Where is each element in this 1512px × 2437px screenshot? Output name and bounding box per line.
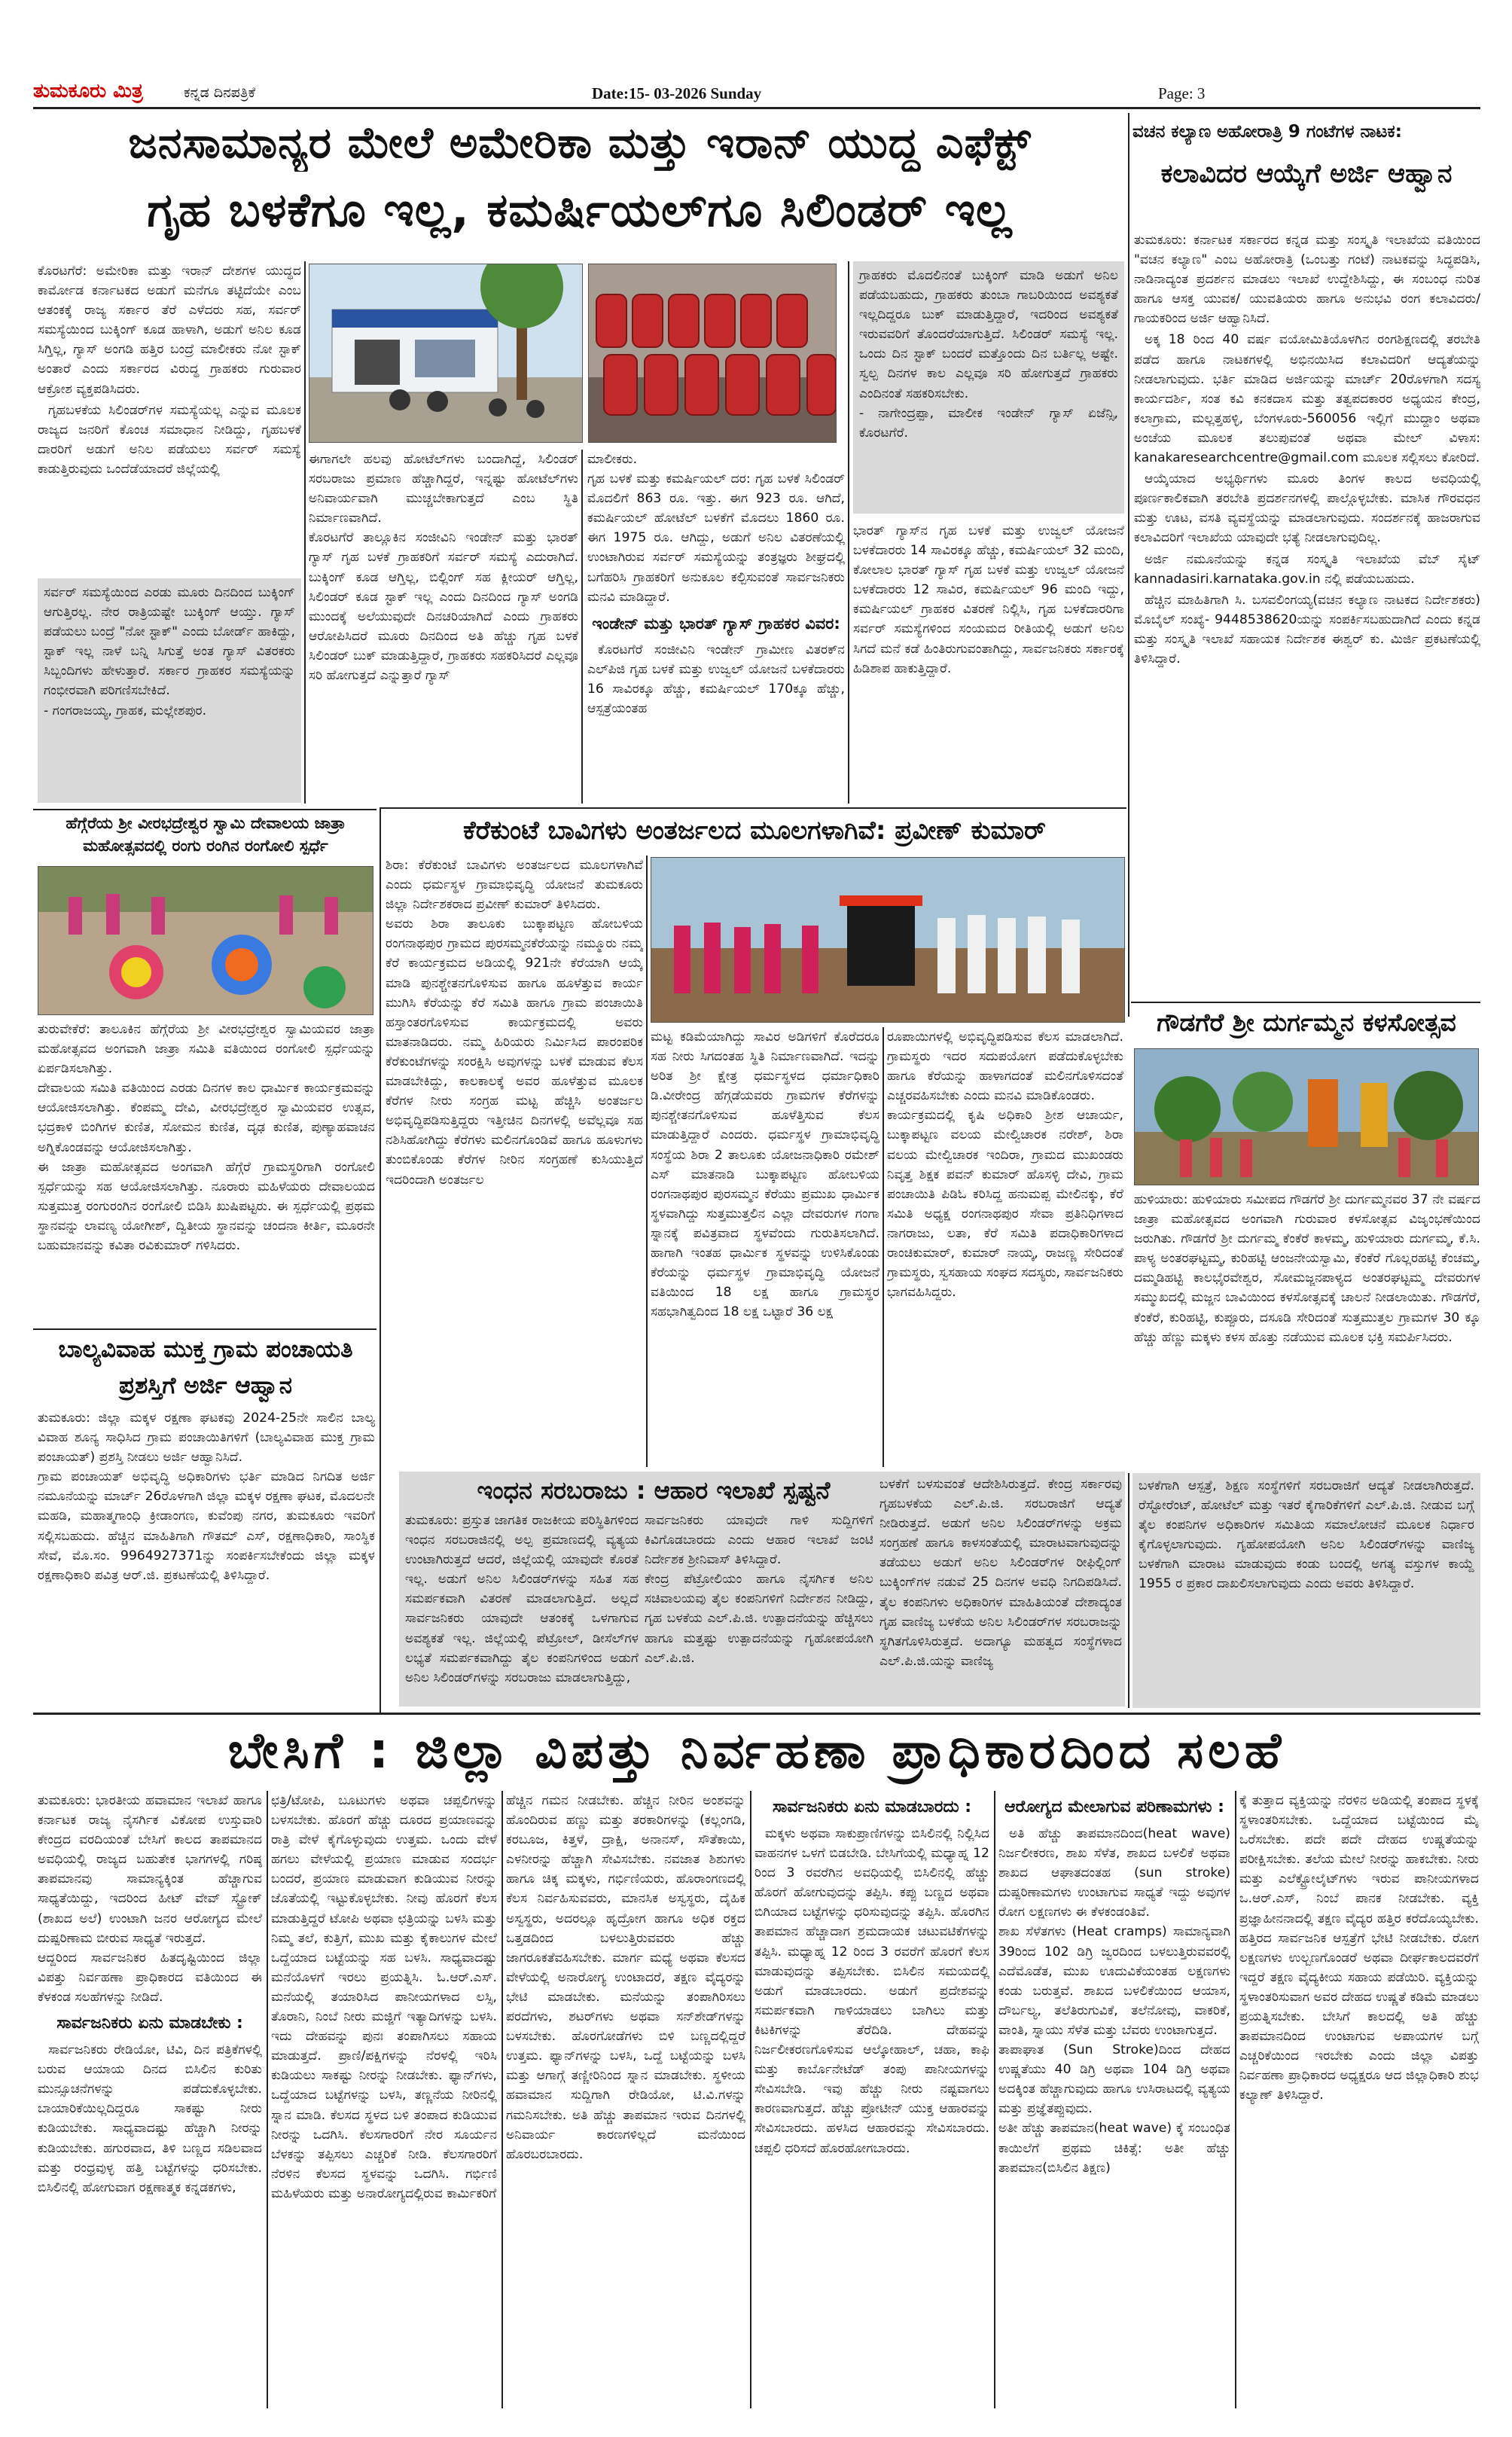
column-divider [848,261,849,804]
summer-paragraph: ಸಾರ್ವಜನಿಕರು ರೇಡಿಯೋ, ಟಿವಿ, ದಿನ ಪತ್ರಿಕೆಗಳಲ್ಲಿ ಬರುವ ಆಯಾಯ ದಿನದ ಬಿಸಿಲಿನ ಕುರಿತು ಮುನ್ಸೂಚನೆಗಳನ್ನು ಪಡೆದುಕೊಳ್ಳಬೇಕು. ಬಾಯಾರಿಕೆಯಿಲ್ಲದಿದ್ದರೂ ಸಾಕಷ್ಟು ನೀರು ಕುಡಿಯಬೇಕು. ಸಾಧ್ಯವಾದಷ್ಟು ಹೆಚ್ಚಾಗಿ ನೀರನ್ನು ಕುಡಿಯಬೇಕು. ಹಗುರವಾದ, ತಿಳಿ ಬಣ್ಣದ ಸಡಿಲವಾದ ಮತ್ತು ರಂಧ್ರವುಳ್ಳ ಹತ್ತಿ ಬಟ್ಟೆಗಳನ್ನು ಧರಿಸಬೇಕು. ಬಿಸಿಲಿನಲ್ಲಿ ಹೋಗುವಾಗ ರಕ್ಷಣಾತ್ಮಕ ಕನ್ನಡಕಗಳು, [38,2042,262,2195]
natak-paragraph: ಹೆಚ್ಚಿನ ಮಾಹಿತಿಗಾಗಿ ಸಿ. ಬಸವಲಿಂಗಯ್ಯ(ವಚನ ಕಲ್ಯಾಣ ನಾಟಕದ ನಿರ್ದೇಶಕರು) ಮೊಬೈಲ್ ಸಂಖ್ಯೆ- 9448538620ಯನ್ನು ಸಂಪರ್ಕಿಸಬಹುದಾಗಿದೆ ಎಂದು ಕನ್ನಡ ಮತ್ತು ಸಂಸ್ಕೃತಿ ಇಲಾಖೆ ಸಹಾಯಕ ನಿರ್ದೇಶಕ ಈಶ್ವರ್ ಕು. ಮಿರ್ಜಿ ಪ್ರಕಟಣೆಯಲ್ಲಿ ತಿಳಿಸಿದ್ದಾರೆ. [1134,592,1480,666]
summer-subhead: ಸಾರ್ವಜನಿಕರು ಏನು ಮಾಡಬಾರದು : [772,1798,972,1816]
summer-column-1 [38,1791,262,2408]
cylinders-photo [588,264,837,443]
column-divider [883,1027,884,1467]
kerekunte-column-1: ಶಿರಾ: ಕೆರೆಕುಂಟೆ ಬಾವಿಗಳು ಅಂತರ್ಜಲದ ಮೂಲಗಳಾಗಿವೆ ಎಂದು ಧರ್ಮಸ್ಥಳ ಗ್ರಾಮಾಭಿವೃದ್ಧಿ ಯೋಜನೆ ತುಮಕೂರು ಜಿಲ್ಲಾ ನಿರ್ದೇಶಕರಾದ ಪ್ರವೀಣ್ ಕುಮಾರ್ ತಿಳಿಸಿದರು. ಅವರು ಶಿರಾ ತಾಲೂಕು ಬುಕ್ಕಾಪಟ್ಟಣ ಹೋಬಳಿಯ ರಂಗನಾಥಪುರ ಗ್ರಾಮದ ಪುರಸಮ್ಮನಕೆರೆಯನ್ನು ನಮ್ಮೂರು ನಮ್ಮ ಕೆರೆ ಕಾರ್ಯಕ್ರಮದ ಅಡಿಯಲ್ಲಿ 921ನೇ ಕೆರೆಯಾಗಿ ಆಯ್ಕೆ ಮಾಡಿ ಪುನಶ್ಚೇತನಗೊಳಿಸುವ ಹಾಗೂ ಹೂಳೆತ್ತುವ ಕಾರ್ಯ ಮುಗಿಸಿ ಕೆರೆಯನ್ನು ಕೆರೆ ಸಮಿತಿ ಹಾಗೂ ಗ್ರಾಮ ಪಂಚಾಯಿತಿ ಹಸ್ತಾಂತರಗೊಳಿಸುವ ಕಾರ್ಯಕ್ರಮದಲ್ಲಿ ಅವರು ಮಾತನಾಡಿದರು. ನಮ್ಮ ಹಿರಿಯರು ನಿರ್ಮಿಸಿದ ಪಾರಂಪರಿಕ ಕೆರೆಕುಂಟೆಗಳನ್ನು ಸಂರಕ್ಷಿಸಿ ಅವುಗಳನ್ನು ಬಳಕೆ ಮಾಡುವ ಕೆಲಸ ಮಾಡಬೇಕಿದ್ದು, ಕಾಲಕಾಲಕ್ಕೆ ಅವರ ಹೂಳೆತ್ತುವ ಮೂಲಕ ಕೆರೆಗಳ ನೀರು ಸಂಗ್ರಹ ಮಟ್ಟ ಹೆಚ್ಚಿಸಿ ಅಂತರ್ಜಲ ಅಭಿವೃದ್ಧಿಪಡಿಸುತ್ತಿದ್ದರು ಇತ್ತೀಚಿನ ದಿನಗಳಲ್ಲಿ ಅವೆಲ್ಲವೂ ಸಹ ನಶಿಸಿಹೋಗಿದ್ದು ಕೆರೆಗಳು ಮಲಿನಗೊಂಡಿವೆ ಹಾಗೂ ಹೂಳುಗಳು ತುಂಬಿಕೊಂಡು ಕೆರೆಗಳ ನೀರಿನ ಸಂಗ್ರಹಣೆ ಕುಸಿಯುತ್ತಿದೆ ಇದರಿಂದಾಗಿ ಅಂತರ್ಜಲ [386,858,643,1188]
kerekunte-headline: ಕೆರೆಕುಂಟೆ ಬಾವಿಗಳು ಅಂತರ್ಜಲದ ಮೂಲಗಳಾಗಿವೆ: ಪ್ರವೀಣ್ ಕುಮಾರ್ [463,816,1046,846]
column-divider [581,450,583,804]
fuel-headline: ಇಂಧನ ಸರಬರಾಜು : ಆಹಾರ ಇಲಾಖೆ ಸ್ಪಷ್ಟನೆ [477,1476,831,1505]
summer-paragraph: ಅತಿ ಹೆಚ್ಚು ತಾಪಮಾನದಿಂದ(heat wave) ನಿರ್ಜಲೀಕರಣ, ಶಾಖ ಸೆಳೆತ, ಶಾಖದ ಬಳಲಿಕೆ ಅಥವಾ ಶಾಖದ ಆಘಾತದಂತಹ (sun stroke) ದುಷ್ಪರಿಣಾಮಗಳು ಉಂಟಾಗುವ ಸಾಧ್ಯತೆ ಇದ್ದು ಅವುಗಳ ರೋಗ ಲಕ್ಷಣಗಳು ಈ ಕೆಳಕಂಡಂತಿವೆ. ಶಾಖ ಸೆಳೆತಗಳು (Heat cramps) ಸಾಮಾನ್ಯವಾಗಿ 39ರಿಂದ 102 ಡಿಗ್ರಿ ಜ್ವರದಿಂದ ಬಳಲುತ್ತಿರುವವರಲ್ಲಿ ಎದೆಮೊಡೆತ, ಮುಖ ಊದುವಿಕೆಯಂತಹ ಲಕ್ಷಣಗಳು ಕಂಡು ಬರುತ್ತವೆ. ಶಾಖದ ಬಳಲಿಕೆಯಿಂದ ಆಯಾಸ, ದೌರ್ಬಲ್ಯ, ತಲೆತಿರುಗುವಿಕೆ, ತಲೆನೋವು, ವಾಕರಿಕೆ, ವಾಂತಿ, ಸ್ನಾಯು ಸೆಳೆತ ಮತ್ತು ಬೆವರು ಉಂಟಾಗುತ್ತದೆ. ತಾಪಾಘಾತ (Sun Stroke)ದಿಂದ ದೇಹದ ಉಷ್ಣತೆಯು 40 ಡಿಗ್ರಿ ಅಥವಾ 104 ಡಿಗ್ರಿ ಅಥವಾ ಅದಕ್ಕಿಂತ ಹೆಚ್ಚಾಗುವುದು ಹಾಗೂ ಉಸಿರಾಟದಲ್ಲಿ ವ್ಯತ್ಯಯ ಮತ್ತು ಪ್ರಜ್ಞೆತಪ್ಪುವುದು. ಅತೀ ಹೆಚ್ಚು ತಾಪಮಾನ(heat wave) ಕ್ಕೆ ಸಂಬಂಧಿತ ಕಾಯಿಲೆಗೆ ಪ್ರಥಮ ಚಿಕಿತ್ಸೆ: ಅತೀ ಹೆಚ್ಚು ತಾಪಮಾನ(ಬಿಸಿಲಿನ ತಿಕ್ಷಣ) [998,1826,1230,2176]
lead-quote-box: ಸರ್ವರ್ ಸಮಸ್ಯೆಯಿಂದ ಎರಡು ಮೂರು ದಿನದಿಂದ ಬುಕ್ಕಿಂಗ್ ಆಗುತ್ತಿರಲ್ಲ. ನೇರ ರಾತ್ರಿಯಷ್ಟೇ ಬುಕ್ಕಿಂಗ್ ಆಯ್ತು. ಗ್ಯಾಸ್ ಪಡೆಯಲು ಬಂದ್ರೆ "ನೋ ಸ್ಟಾಕ್" ಎಂದು ಬೋರ್ಡ್ ಹಾಕಿದ್ದು, ಸ್ಟಾಕ್ ಇಲ್ಲ ನಾಳೆ ಬನ್ನಿ ಸಿಗುತ್ತೆ ಅಂತ ಗ್ಯಾಸ್ ವಿತರಕರು ಸಿಬ್ಬಂದಿಗಳು ಹೇಳುತ್ತಾರೆ. ಸರ್ಕಾರ ಗ್ರಾಹಕರ ಸಮಸ್ಯೆಯನ್ನು ಗಂಭೀರವಾಗಿ ಪರಿಗಣಿಸಬೇಕಿದೆ. - ಗಂಗರಾಜಯ್ಯ, ಗ್ರಾಹಕ, ಮಲ್ಲೇಶಪುರ. [38,578,301,803]
page-number: Page: 3 [1158,84,1206,102]
lead-kicker: ಜನಸಾಮಾನ್ಯರ ಮೇಲೆ ಅಮೇರಿಕಾ ಮತ್ತು ಇರಾನ್ ಯುದ್ಧ ಎಫೆಕ್ಟ್ [128,118,1032,168]
summer-subhead: ಆರೋಗ್ಯದ ಮೇಲಾಗುವ ಪರಿಣಾಮಗಳು : [1004,1798,1224,1816]
summer-column-3: ಹೆಚ್ಚಿನ ಗಮನ ನೀಡಬೇಕು. ಹೆಚ್ಚಿನ ನೀರಿನ ಅಂಶವನ್ನು ಹೊಂದಿರುವ ಹಣ್ಣು ಮತ್ತು ತರಕಾರಿಗಳನ್ನು (ಕಲ್ಲಂಗಡಿ, ಕರಬೂಜ, ಕಿತ್ತಳೆ, ದ್ರಾಕ್ಷಿ, ಅನಾನಸ್, ಸೌತೆಕಾಯಿ, ಎಳನೀರನ್ನು ಹೆಚ್ಚಾಗಿ ಸೇವಿಸಬೇಕು. ನವಜಾತ ಶಿಶುಗಳು ಹಾಗೂ ಚಿಕ್ಕ ಮಕ್ಕಳು, ಗರ್ಭಿಣಿಯರು, ಹೊರಾಂಗಣದಲ್ಲಿ ಕೆಲಸ ನಿರ್ವಹಿಸುವವರು, ಮಾನಸಿಕ ಅಸ್ವಸ್ಥರು, ದೈಹಿಕ ಅಸ್ವಸ್ಥರು, ಅದರಲ್ಲೂ ಹೃದ್ರೋಗ ಹಾಗೂ ಅಧಿಕ ರಕ್ತದ ಒತ್ತಡದಿಂದ ಬಳಲುತ್ತಿರುವವರು ಹೆಚ್ಚು ಜಾಗರೂಕತೆವಹಿಸಬೇಕು. ಮಾರ್ಗ ಮಧ್ಯೆ ಅಥವಾ ಕೆಲಸದ ವೇಳೆಯಲ್ಲಿ ಅನಾರೋಗ್ಯ ಉಂಟಾದರೆ, ತಕ್ಷಣ ವೈದ್ಯರನ್ನು ಭೇಟಿ ಮಾಡಬೇಕು. ಮನೆಯನ್ನು ತಂಪಾಗಿರಿಸಲು ಪರದೆಗಳು, ಶಟರ್‌ಗಳು ಅಥವಾ ಸನ್‌ಶೇಡ್‌ಗಳನ್ನು ಬಳಸಬೇಕು. ಹೊರಗೋಡೆಗಳು ಬಿಳಿ ಬಣ್ಣದಲ್ಲಿದ್ದರೆ ಉತ್ತಮ. ಫ್ಯಾನ್‌ಗಳನ್ನು ಬಳಸಿ, ಒದ್ದೆ ಬಟ್ಟೆಯನ್ನು ಬಳಸಿ ಮತ್ತು ಆಗಾಗ್ಗೆ ತಣ್ಣೀರಿನಿಂದ ಸ್ನಾನ ಮಾಡಬೇಕು. ಸ್ಥಳೀಯ ಹವಾಮಾನ ಸುದ್ದಿಗಾಗಿ ರೇಡಿಯೋ, ಟಿ.ವಿ.ಗಳನ್ನು ಗಮನಿಸಬೇಕು. ಅತಿ ಹೆಚ್ಚು ತಾಪಮಾನ ಇರುವ ದಿನಗಳಲ್ಲಿ ಅನಿವಾರ್ಯ ಕಾರಣಗಳಿಲ್ಲದೆ ಮನೆಯಿಂದ ಹೊರಬರಬಾರದು. [506,1793,745,2162]
child-marriage-body: ತುಮಕೂರು: ಜಿಲ್ಲಾ ಮಕ್ಕಳ ರಕ್ಷಣಾ ಘಟಕವು 2024-25ನೇ ಸಾಲಿನ ಬಾಲ್ಯ ವಿವಾಹ ಶೂನ್ಯ ಸಾಧಿಸಿದ ಗ್ರಾಮ ಪಂಚಾಯಿತಿಗಳಿಗೆ (ಬಾಲ್ಯವಿವಾಹ ಮುಕ್ತ ಗ್ರಾಮ ಪಂಚಾಯತ್) ಪ್ರಶಸ್ತಿ ನೀಡಲು ಅರ್ಜಿ ಆಹ್ವಾನಿಸಿದೆ. ಗ್ರಾಮ ಪಂಚಾಯತ್ ಅಭಿವೃದ್ಧಿ ಅಧಿಕಾರಿಗಳು ಭರ್ತಿ ಮಾಡಿದ ನಿಗದಿತ ಅರ್ಜಿ ನಮೂನೆಯನ್ನು ಮಾರ್ಚ್ 26ರೊಳಗಾಗಿ ಜಿಲ್ಲಾ ಮಕ್ಕಳ ರಕ್ಷಣಾ ಘಟಕ, ಮೊದಲನೇ ಮಹಡಿ, ಮಹಾತ್ಮಗಾಂಧಿ ಕ್ರೀಡಾಂಗಣ, ಕುವೆಂಪು ನಗರ, ತುಮಕೂರು ಇವರಿಗೆ ಸಲ್ಲಿಸಬಹುದು. ಹೆಚ್ಚಿನ ಮಾಹಿತಿಗಾಗಿ ಗೌತಮ್ ಎಸ್, ರಕ್ಷಣಾಧಿಕಾರಿ, ಸಾಂಸ್ಥಿಕ ಸೇವೆ, ಮೊ.ಸಂ. 9964927371ನ್ನು ಸಂಪರ್ಕಿಸಬೇಕೆಂದು ಜಿಲ್ಲಾ ಮಕ್ಕಳ ರಕ್ಷಣಾಧಿಕಾರಿ ಪವಿತ್ರ ಆರ್.ಜಿ. ಪ್ರಕಟಣೆಯಲ್ಲಿ ತಿಳಿಸಿದ್ದಾರೆ. [38,1411,375,1583]
lead-subhead: ಇಂಡೇನ್ ಮತ್ತು ಭಾರತ್ ಗ್ಯಾಸ್ ಗ್ರಾಹಕರ ವಿವರ: [592,614,840,633]
lead-paragraph: ಕೊರಟಗೆರೆ: ಅಮೇರಿಕಾ ಮತ್ತು ಇರಾನ್ ದೇಶಗಳ ಯುದ್ಧದ ಕಾರ್ಮೋಡ ಕರ್ನಾಟಕದ ಅಡುಗೆ ಮನೆಗೂ ತಟ್ಟಿದೆಯೇ ಎಂಬ ಆತಂಕಕ್ಕೆ ರಾಜ್ಯ ಸರ್ಕಾರ ತೆರೆ ಎಳೆದರು ಸಹ, ಸರ್ವರ್ ಸಮಸ್ಯೆಯಿಂದ ಬುಕ್ಕಿಂಗ್ ಕೂಡ ಹಾಳಾಗಿ, ಅಡುಗೆ ಅನಿಲ ಕೂಡ ಸಿಗ್ತಿಲ್ಲ, ಗ್ಯಾಸ್ ಅಂಗಡಿ ಹತ್ತಿರ ಬಂದ್ರೆ ಮಾಲೀಕರು ನೋ ಸ್ಟಾಕ್ ಅಂತಾರೆ ಎಂದು ಸರ್ಕಾರದ ವಿರುದ್ಧ ಗ್ರಾಹಕರು ಗುರುವಾರ ಆಕ್ರೋಶ ವ್ಯಕ್ತಪಡಿಸಿದರು. [38,264,301,397]
natak-paragraph: ಅಕ್ಕ 18 ರಿಂದ 40 ವರ್ಷ ವಯೋಮಿತಿಯೊಳಗಿನ ರಂಗಶಿಕ್ಷಣದಲ್ಲಿ ತರಬೇತಿ ಪಡೆದ ಹಾಗೂ ನಾಟಕಗಳಲ್ಲಿ ಅಭಿನಯಿಸಿದ ಕಲಾವಿದರಿಗೆ ಆದ್ಯತೆಯನ್ನು ನೀಡಲಾಗುವುದು. ಭರ್ತಿ ಮಾಡಿದ ಅರ್ಜಿಯನ್ನು ಮಾರ್ಚ್ 20ರೊಳಗಾಗಿ ಸದಸ್ಯ ಕಾರ್ಯದರ್ಶಿ, ಸಂತ ಕವಿ ಕನಕದಾಸ ಮತ್ತು ತತ್ವಪದಕಾರರ ಅಧ್ಯಯನ ಕೇಂದ್ರ, ಕಲಾಗ್ರಾಮ, ಮಲ್ಲತ್ತಹಳ್ಳಿ, ಬೆಂಗಳೂರು-560056 ಇಲ್ಲಿಗೆ ಮುದ್ದಾಂ ಅಥವಾ ಅಂಚೆಯ ಮೂಲಕ ತಲುಪುವಂತೆ ಅಥವಾ ಮೇಲ್ ವಿಳಾಸ: kanakaresearchcentre@gmail.com ಮೂಲಕ ಸಲ್ಲಿಸಲು ಕೋರಿದೆ. [1134,332,1480,466]
natak-paragraph: ತುಮಕೂರು: ಕರ್ನಾಟಕ ಸರ್ಕಾರದ ಕನ್ನಡ ಮತ್ತು ಸಂಸ್ಕೃತಿ ಇಲಾಖೆಯ ವತಿಯಿಂದ "ವಚನ ಕಲ್ಯಾಣ" ಎಂಬ ಅಹೋರಾತ್ರಿ (ಒಂಬತ್ತು ಗಂಟೆ) ನಾಟಕವನ್ನು ಸಿದ್ಧಪಡಿಸಿ, ನಾಡಿನಾದ್ಯಂತ ಪ್ರದರ್ಶನ ಮಾಡಲು ಇಲಾಖೆ ಉದ್ದೇಶಿಸಿದ್ದು, ಈ ಸಂಬಂಧ ನುರಿತ ಹಾಗೂ ಆಸಕ್ತ ಯುವಕ/ ಯುವತಿಯರು ಹಾಗೂ ಅನುಭವಿ ರಂಗ ಕಲಾವಿದರು/ಗಾಯಕರಿಂದ ಅರ್ಜಿ ಆಹ್ವಾನಿಸಿದೆ. [1134,233,1480,327]
child-marriage-headline: ಬಾಲ್ಯವಿವಾಹ ಮುಕ್ತ ಗ್ರಾಮ ಪಂಚಾಯತಿ ಪ್ರಶಸ್ತಿಗೆ ಅರ್ಜಿ ಆಹ್ವಾನ [58,1336,353,1399]
column-divider [380,809,381,1713]
section-rule [1131,1002,1480,1003]
lead-paragraph: ಮಾಲೀಕರು. ಗೃಹ ಬಳಕೆ ಮತ್ತು ಕಮರ್ಷಿಯಲ್ ದರ: ಗೃಹ ಬಳಕೆ ಸಿಲಿಂಡರ್ ಮೊದಲಿಗೆ 863 ರೂ. ಇತ್ತು. ಈಗ 923 ರೂ. ಆಗಿದೆ, ಕಮರ್ಷಿಯಲ್ ಹೋಟೆಲ್ ಬಳಕೆಗೆ ಮೊದಲು 1860 ರೂ. ಈಗ 1975 ರೂ. ಆಗಿದ್ದು, ಅಡುಗೆ ಅನಿಲ ವಿತರಣೆಯಲ್ಲಿ ಉಂಟಾಗಿರುವ ಸರ್ವರ್ ಸಮಸ್ಯೆಯನ್ನು ತಂತ್ರಜ್ಞರು ಶೀಘ್ರದಲ್ಲಿ ಬಗೆಹರಿಸಿ ಗ್ರಾಹಕರಿಗೆ ಅನುಕೂಲ ಕಲ್ಪಿಸುವಂತೆ ಸಾರ್ವಜನಿಕರು ಮನವಿ ಮಾಡಿದ್ದಾರೆ. [587,452,845,605]
summer-column-5 [998,1791,1230,2408]
summer-paragraph: ಮಕ್ಕಳು ಅಥವಾ ಸಾಕುಪ್ರಾಣಿಗಳನ್ನು ಬಿಸಿಲಿನಲ್ಲಿ ನಿಲ್ಲಿಸಿದ ವಾಹನಗಳ ಒಳಗೆ ಬಿಡಬೇಡಿ. ಬೇಸಿಗೆಯಲ್ಲಿ ಮಧ್ಯಾಹ್ನ 12 ರಿಂದ 3 ರವರೆಗಿನ ಅವಧಿಯಲ್ಲಿ ಬಿಸಿಲಿನಲ್ಲಿ ಹೆಚ್ಚು ಹೊರಗೆ ಹೋಗುವುದನ್ನು ತಪ್ಪಿಸಿ. ಕಪ್ಪು ಬಣ್ಣದ ಅಥವಾ ಬಿಗಿಯಾದ ಬಟ್ಟೆಗಳನ್ನು ಧರಿಸುವುದನ್ನು ತಪ್ಪಿಸಿ. ಹೊರಗಿನ ತಾಪಮಾನ ಹೆಚ್ಚಾದಾಗ ಶ್ರಮದಾಯಕ ಚಟುವಟಿಕೆಗಳನ್ನು ತಪ್ಪಿಸಿ. ಮಧ್ಯಾಹ್ನ 12 ರಿಂದ 3 ರವರೆಗೆ ಹೊರಗೆ ಕೆಲಸ ಮಾಡುವುದನ್ನು ತಪ್ಪಿಸಬೇಕು. ಬಿಸಿಲಿನ ಸಮಯದಲ್ಲಿ ಅಡುಗೆ ಮಾಡಬಾರದು. ಅಡುಗೆ ಪ್ರದೇಶವನ್ನು ಸಮರ್ಪಕವಾಗಿ ಗಾಳಿಯಾಡಲು ಬಾಗಿಲು ಮತ್ತು ಕಿಟಕಿಗಳನ್ನು ತೆರೆದಿಡಿ. ದೇಹವನ್ನು ನಿರ್ಜಲೀಕರಣಗೊಳಿಸುವ ಆಲ್ಕೋಹಾಲ್, ಚಹಾ, ಕಾಫಿ ಮತ್ತು ಕಾರ್ಬೊನೇಟೆಡ್ ತಂಪು ಪಾನೀಯಗಳನ್ನು ಸೇವಿಸಬೇಡಿ. ಇವು ಹೆಚ್ಚು ನೀರು ನಷ್ಟವಾಗಲು ಕಾರಣವಾಗುತ್ತದೆ. ಹೆಚ್ಚು ಪ್ರೋಟೀನ್ ಯುಕ್ತ ಆಹಾರವನ್ನು ಸೇವಿಸಬಾರದು. ಹಳಸಿದ ಆಹಾರವನ್ನು ಸೇವಿಸಬಾರದು. ಚಪ್ಪಲಿ ಧರಿಸದೆ ಹೊರಹೋಗಬಾರದು. [754,1826,989,2156]
summer-headline: ಬೇಸಿಗೆ : ಜಿಲ್ಲಾ ವಿಪತ್ತು ನಿರ್ವಹಣಾ ಪ್ರಾಧಿಕಾರದಿಂದ ಸಲಹೆ [227,1722,1286,1780]
rangoli-headline: ಹೆಗ್ಗೆರೆಯ ಶ್ರೀ ವೀರಭದ್ರೇಶ್ವರ ಸ್ವಾಮಿ ದೇವಾಲಯ ಜಾತ್ರಾ ಮಹೋತ್ಸವದಲ್ಲಿ ರಂಗು ರಂಗಿನ ರಂಗೋಲಿ ಸ್ಪರ್ಧೆ [66,814,346,855]
column-divider [1128,1473,1129,1708]
fuel-column-1: ತುಮಕೂರು: ಪ್ರಸ್ತುತ ಜಾಗತಿಕ ರಾಜಕೀಯ ಪರಿಸ್ಥಿತಿಗಳಿಂದ ಇಂಧನ ಸರಬರಾಜಿನಲ್ಲಿ ಅಲ್ಪ ಪ್ರಮಾಣದಲ್ಲಿ ವ್ಯತ್ಯಯ ಉಂಟಾಗಿರುತ್ತದೆ ಆದರೆ, ಜಿಲ್ಲೆಯಲ್ಲಿ ಯಾವುದೇ ಕೊರತೆ ಇಲ್ಲ. ಅಡುಗೆ ಅನಿಲ ಸಿಲಿಂಡರ್‌ಗಳನ್ನು ಸಹಿತ ಸಹ ಸಮರ್ಪಕವಾಗಿ ವಿತರಣೆ ಮಾಡಲಾಗುತ್ತಿದೆ. ಅಲ್ಲದೆ ಸಾರ್ವಜನಿಕರು ಯಾವುದೇ ಆತಂಕಕ್ಕೆ ಒಳಗಾಗುವ ಅವಶ್ಯಕತೆ ಇಲ್ಲ. ಜಿಲ್ಲೆಯಲ್ಲಿ ಪೆಟ್ರೋಲ್, ಡೀಸೆಲ್‌ಗಳ ಲಭ್ಯತೆ ಸಮರ್ಪಕವಾಗಿದ್ದು ತೈಲ ಕಂಪನಿಗಳಿಂದ ಅಡುಗೆ ಅನಿಲ ಸಿಲಿಂಡರ್‌ಗಳನ್ನು ಸರಬರಾಜು ಮಾಡಲಾಗುತ್ತಿದ್ದು, [405,1513,639,1685]
fuel-column-3: ಬಳಕೆಗೆ ಬಳಸುವಂತೆ ಆದೇಶಿಸಿರುತ್ತದೆ. ಕೇಂದ್ರ ಸರ್ಕಾರವು ಗೃಹಬಳಕೆಯ ಎಲ್.ಪಿ.ಜಿ. ಸರಬರಾಜಿಗೆ ಆದ್ಯತೆ ನೀಡಿರುತ್ತದೆ. ಅಡುಗೆ ಅನಿಲ ಸಿಲಿಂಡರ್‌ಗಳನ್ನು ಅಕ್ರಮ ಸಂಗ್ರಹಣೆ ಹಾಗೂ ಕಾಳಸಂತೆಯಲ್ಲಿ ಮಾರಾಟವಾಗುವುದನ್ನು ತಡೆಯಲು ಅಡುಗೆ ಅನಿಲ ಸಿಲಿಂಡರ್‌ಗಳ ರೀಫಿಲ್ಲಿಂಗ್ ಬುಕ್ಕಿಂಗ್‌ಗಳ ನಡುವೆ 25 ದಿನಗಳ ಅವಧಿ ನಿಗದಿಪಡಿಸಿದೆ. ತೈಲ ಕಂಪನಿಗಳು ಅಧಿಕಾರಿಗಳ ಮಾಹಿತಿಯಂತೆ ದೇಶಾದ್ಯಂತ ಗೃಹ ವಾಣಿಜ್ಯ ಬಳಕೆಯ ಅನಿಲ ಸಿಲಿಂಡರ್‌ಗಳ ಸರಬರಾಜನ್ನು ಸ್ಥಗಿತಗೊಳಿಸಿರುತ್ತದೆ. ಅದಾಗ್ಯೂ ಮಹತ್ವದ ಸಂಸ್ಥೆಗಳಾದ ಎಲ್.ಪಿ.ಜಿ.ಯನ್ನು ವಾಣಿಜ್ಯ [879,1477,1122,1669]
summer-column-6: ಕ್ಕೆ ತುತ್ತಾದ ವ್ಯಕ್ತಿಯನ್ನು ನೆರಳಿನ ಅಡಿಯಲ್ಲಿ ತಂಪಾದ ಸ್ಥಳಕ್ಕೆ ಸ್ಥಳಾಂತರಿಸಬೇಕು. ಒದ್ದೆಯಾದ ಬಟ್ಟೆಯಿಂದ ಮೈ ಒರೆಸಬೇಕು. ಪದೇ ಪದೇ ದೇಹದ ಉಷ್ಣತೆಯನ್ನು ಪರೀಕ್ಷಿಸಬೇಕು. ತಲೆಯ ಮೇಲೆ ನೀರನ್ನು ಹಾಕಬೇಕು. ನೀರು ಮತ್ತು ಎಲೆಕ್ಟ್ರೋಲೈಟ್‌ಗಳು ಇರುವ ಪಾನೀಯಗಳಾದ ಒ.ಆರ್.ಎಸ್, ನಿಂಬೆ ಪಾನಕ ನೀಡಬೇಕು. ವ್ಯಕ್ತಿ ಪ್ರಜ್ಞಾಹೀನನಾದಲ್ಲಿ ತಕ್ಷಣ ವೈದ್ಯರ ಹತ್ತಿರ ಕರೆದೊಯ್ಯಬೇಕು. ಹತ್ತಿರದ ಸಾರ್ವಜನಿಕ ಆಸ್ಪತ್ರೆಗೆ ಭೇಟಿ ನೀಡಬೇಕು. ರೋಗ ಲಕ್ಷಣಗಳು ಉಲ್ಬಣಗೊಂಡರೆ ಅಥವಾ ದೀರ್ಘಕಾಲದವರೆಗೆ ಇದ್ದರೆ ತಕ್ಷಣ ವೈದ್ಯಕೀಯ ಸಹಾಯ ಪಡೆಯಿರಿ. ವ್ಯಕ್ತಿಯನ್ನು ಸ್ಥಳಾಂತರಿಸುವಾಗ ಅವರ ದೇಹದ ಉಷ್ಣತೆ ಕಡಿಮೆ ಮಾಡಲು ಪ್ರಯತ್ನಿಸಬೇಕು. ಬೇಸಿಗೆ ಕಾಲದಲ್ಲಿ ಅತಿ ಹೆಚ್ಚು ತಾಪಮಾನದಿಂದ ಉಂಟಾಗುವ ಅಪಾಯಗಳ ಬಗ್ಗೆ ಎಚ್ಚರಿಕೆಯಿಂದ ಇರಬೇಕು ಎಂದು ಜಿಲ್ಲಾ ವಿಪತ್ತು ನಿರ್ವಹಣಾ ಪ್ರಾಧಿಕಾರದ ಅಧ್ಯಕ್ಷರೂ ಆದ ಜಿಲ್ಲಾಧಿಕಾರಿ ಶುಭ ಕಲ್ಯಾಣ್ ತಿಳಿಸಿದ್ದಾರೆ. [1239,1793,1479,2103]
gowdagere-body: ಹುಳಿಯಾರು: ಹುಳಿಯಾರು ಸಮೀಪದ ಗೌಡಗೆರೆ ಶ್ರೀ ದುರ್ಗಮ್ಮನವರ 37 ನೇ ವರ್ಷದ ಜಾತ್ರಾ ಮಹೋತ್ಸವದ ಅಂಗವಾಗಿ ಗುರುವಾರ ಕಳಸೋತ್ಸವ ವಿಜೃಂಭಣೆಯಿಂದ ಜರುಗಿತು. ಗೌಡಗೆರೆ ಶ್ರೀ ದುರ್ಗಮ್ಮ ಕೆಂಕೆರೆ ಕಾಳಮ್ಮ, ಹುಳಿಯಾರು ದುರ್ಗಮ್ಮ, ಕೆ.ಸಿ. ಪಾಳ್ಯ ಅಂತರಘಟ್ಟಮ್ಮ, ಕುರಿಹಟ್ಟಿ ಆಂಜನೇಯಸ್ವಾಮಿ, ಕೆಂಕೆರೆ ಗೊಲ್ಲರಹಟ್ಟಿ ಕೆಂಚಮ್ಮ, ದಮ್ಮಡಿಹಟ್ಟಿ ಕಾಲಭೈರವೇಶ್ವರ, ಸೋಮಜ್ಜನಪಾಳ್ಯದ ಅಂತರಘಟ್ಟಮ್ಮ ದೇವರುಗಳ ಸಮ್ಮುಖದಲ್ಲಿ ಮಜ್ಜನ ಬಾವಿಯಿಂದ ಕಳಸೋತ್ಸವಕ್ಕೆ ಚಾಲನೆ ನೀಡಲಾಯಿತು. ಗೌಡಗೆರೆ, ಕೆಂಕೆರೆ, ಕುರಿಹಟ್ಟಿ, ಕುಪ್ಪೂರು, ದಸೂಡಿ ಸೇರಿದಂತೆ ಸುತ್ತಮುತ್ತಲ ಗ್ರಾಮಗಳ 30 ಕ್ಕೂ ಹೆಚ್ಚು ಹೆಣ್ಣು ಮಕ್ಕಳು ಕಳಸ ಹೊತ್ತು ನಡೆಯುವ ಮೂಲಕ ಭಕ್ತಿ ಸಮರ್ಪಿಸಿದರು. [1134,1192,1480,1345]
summer-subhead: ಸಾರ್ವಜನಿಕರು ಏನು ಮಾಡಬೇಕು : [56,2014,243,2033]
lead-column-4: ಭಾರತ್ ಗ್ಯಾಸ್‌ನ ಗೃಹ ಬಳಕೆ ಮತ್ತು ಉಜ್ವಲ್ ಯೋಜನೆ ಬಳಕೆದಾರರು 14 ಸಾವಿರಕ್ಕೂ ಹೆಚ್ಚು, ಕಮರ್ಷಿಯಲ್ 32 ಮಂದಿ, ಕೋಲಾಲ ಭಾರತ್ ಗ್ಯಾಸ್ ಗೃಹ ಬಳಕೆ ಮತ್ತು ಉಜ್ವಲ್ ಯೋಜನೆ ಬಳಕೆದಾರರು 12 ಸಾವಿರ, ಕಮರ್ಷಿಯಲ್ 96 ಮಂದಿ ಇದ್ದು, ಕಮರ್ಷಿಯಲ್ ಗ್ರಾಹಕರ ವಿತರಣೆ ನಿಲ್ಲಿಸಿ, ಗೃಹ ಬಳಕೆದಾರರಿಗಾ ಸರ್ವರ್ ಸಮಸ್ಯೆಗಳಿಂದ ಸಂಯಮದ ರೀತಿಯಲ್ಲಿ ಅಡುಗೆ ಅನಿಲ ಸಿಗದೆ ಮನೆ ಕಡೆ ಹಿಂತಿರುಗುವಂತಾಗಿದ್ದು, ಸಾರ್ವಜನಿಕರು ಸರ್ಕಾರಕ್ಕೆ ಹಿಡಿಶಾಪ ಹಾಕುತ್ತಿದ್ದಾರೆ. [853,523,1124,676]
section-rule [380,807,1126,809]
lead-column-2: ಈಗಾಗಲೇ ಹಲವು ಹೋಟೆಲ್‌ಗಳು ಬಂದಾಗಿದ್ದೆ, ಸಿಲಿಂಡರ್ ಸರಬರಾಜು ಪ್ರಮಾಣ ಹೆಚ್ಚಾಗಿದ್ದರೆ, ಇನ್ನಷ್ಟು ಹೋಟೆಲ್‌ಗಳು ಅನಿವಾರ್ಯವಾಗಿ ಮುಚ್ಚಬೇಕಾಗುತ್ತದೆ ಎಂಬ ಸ್ಥಿತಿ ನಿರ್ಮಾಣವಾಗಿದೆ. ಕೊರಟಗೆರೆ ತಾಲ್ಲೂಕಿನ ಸಂಜೀವಿನಿ ಇಂಡೇನ್ ಮತ್ತು ಭಾರತ್ ಗ್ಯಾಸ್ ಗೃಹ ಬಳಕೆ ಗ್ರಾಹಕರಿಗೆ ಸರ್ವರ್ ಸಮಸ್ಯೆ ಎದುರಾಗಿದೆ. ಬುಕ್ಕಿಂಗ್ ಕೂಡ ಆಗ್ತಿಲ್ಲ, ಬಿಲ್ಲಿಂಗ್ ಸಹ ಕ್ಲೀಯರ್ ಆಗ್ತಿಲ್ಲ, ಸಿಲಿಂಡರ್ ಕೂಡ ಸ್ಟಾಕ್ ಇಲ್ಲ ಎಂದು ದಿನದಿಂದ ಗ್ಯಾಸ್ ಅಂಗಡಿ ಮುಂದಕ್ಕೆ ಅಲೆಯುವುದೇ ದಿನಚರಿಯಾಗಿದೆ ಎಂದು ಗ್ರಾಹಕರು ಆರೋಪಿಸಿದರೆ ಮೂರು ದಿನದಿಂದ ಅತಿ ಹೆಚ್ಚು ಗೃಹ ಬಳಕೆ ಸಿಲಿಂಡರ್ ಬುಕ್ ಮಾಡುತ್ತಿದ್ದಾರೆ, ಗ್ರಾಹಕರು ಸಹಕರಿಸಿದರೆ ಎಲ್ಲವೂ ಸರಿ ಹೋಗುತ್ತದೆ ಎನ್ನುತ್ತಾರೆ ಗ್ಯಾಸ್ [309,452,578,684]
masthead [33,80,1479,105]
natak-headline: ಕಲಾವಿದರ ಆಯ್ಕೆಗೆ ಅರ್ಜಿ ಆಹ್ವಾನ [1160,159,1453,189]
natak-paragraph: ಆಯ್ಕೆಯಾದ ಅಭ್ಯರ್ಥಿಗಳು ಮೂರು ತಿಂಗಳ ಕಾಲದ ಅವಧಿಯಲ್ಲಿ ಪೂರ್ಣಕಾಲಿಕವಾಗಿ ತರಬೇತಿ ಪ್ರದರ್ಶನಗಳಲ್ಲಿ ಪಾಲ್ಗೊಳ್ಳಬೇಕು. ಮಾಸಿಕ ಗೌರವಧನ ಮತ್ತು ಊಟ, ವಸತಿ ವ್ಯವಸ್ಥೆಯನ್ನು ಮಾಡಲಾಗುವುದು. ಸಂದರ್ಶನಕ್ಕೆ ಹಾಜರಾಗುವ ಕಲಾವಿದರಿಗೆ ಇಲಾಖೆಯ ಯಾವುದೇ ಭತ್ಯೆ ನೀಡಲಾಗುವುದಿಲ್ಲ. [1134,471,1480,546]
fuel-column-2: ಸಾರ್ವಜನಿಕರು ಯಾವುದೇ ಗಾಳಿ ಸುದ್ದಿಗಳಿಗೆ ಕಿವಿಗೊಡಬಾರದು ಎಂದು ಆಹಾರ ಇಲಾಖೆ ಜಂಟಿ ನಿರ್ದೇಶಕ ಶ್ರೀನಿವಾಸ್ ತಿಳಿಸಿದ್ದಾರೆ. ಕೇಂದ್ರ ಪೆಟ್ರೋಲಿಯಂ ಹಾಗೂ ನೈಸರ್ಗಿಕ ಅನಿಲ ಸಚಿವಾಲಯವು ತೈಲ ಕಂಪನಿಗಳಿಗೆ ನಿರ್ದೇಶನ ನೀಡಿದ್ದು, ಗೃಹ ಬಳಕೆಯ ಎಲ್.ಪಿ.ಜಿ. ಉತ್ಪಾದನೆಯನ್ನು ಹೆಚ್ಚಿಸಲು ಹಾಗೂ ಮತ್ತಷ್ಟು ಉತ್ಪಾದನೆಯನ್ನು ಗೃಹೋಪಯೋಗಿ ಎಲ್.ಪಿ.ಜಿ. [645,1513,873,1666]
column-divider [994,1791,995,2408]
lake-handover-photo [651,857,1125,1023]
newspaper-logo: ತುಮಕೂರು ಮಿತ್ರ [33,80,143,102]
rangoli-body: ತುರುವೇಕೆರೆ: ತಾಲೂಕಿನ ಹೆಗ್ಗೆರೆಯ ಶ್ರೀ ವೀರಭದ್ರೇಶ್ವರ ಸ್ವಾಮಿಯವರ ಜಾತ್ರಾ ಮಹೋತ್ಸವದ ಅಂಗವಾಗಿ ಜಾತ್ರಾ ಸಮಿತಿ ವತಿಯಿಂದ ರಂಗೋಲಿ ಸ್ಪರ್ಧೆಯನ್ನು ಏರ್ಪಡಿಸಲಾಗಿತ್ತು. ದೇವಾಲಯ ಸಮಿತಿ ವತಿಯಿಂದ ಎರಡು ದಿನಗಳ ಕಾಲ ಧಾರ್ಮಿಕ ಕಾರ್ಯಕ್ರಮವನ್ನು ಆಯೋಜಿಸಲಾಗಿತ್ತು. ಕೆಂಪಮ್ಮ ದೇವಿ, ವೀರಭದ್ರೇಶ್ವರ ಸ್ವಾಮಿಯವರ ಉತ್ಸವ, ಭದ್ರಕಾಳಿ ಬಿಂಗಿಗಳ ಕುಣಿತ, ಸೋಮನ ಕುಣಿತ, ದೃಢ ಕುಣಿತ, ಪುಣ್ಯಾಹವಾಚನ ಅಗ್ನಿಕೊಂಡವನ್ನು ಆಯೋಜಿಸಲಾಗಿತ್ತು. ಈ ಜಾತ್ರಾ ಮಹೋತ್ಸವದ ಅಂಗವಾಗಿ ಹೆಗ್ಗೆರೆ ಗ್ರಾಮಸ್ಥರಿಗಾಗಿ ರಂಗೋಲಿ ಸ್ಪರ್ಧೆಯನ್ನು ಸಹ ಆಯೋಜಿಸಲಾಗಿತ್ತು. ನೂರಾರು ಮಹಿಳೆಯರು ದೇವಾಲಯದ ಸುತ್ತಮುತ್ತ ರಂಗುರಂಗಿನ ರಂಗೋಲಿ ಬಿಡಿಸಿ ಖುಷಿಪಟ್ಟರು. ಈ ಸ್ಪರ್ಧೆಯಲ್ಲಿ ಪ್ರಥಮ ಸ್ಥಾನವನ್ನು ಲಾವಣ್ಯ ಯೋಗೀಶ್, ದ್ವಿತೀಯ ಸ್ಥಾನವನ್ನು ಚಂದನಾ ಕೀರ್ತಿ, ಮೂರನೇ ಬಹುಮಾನವನ್ನು ಕವಿತಾ ರವಿಕುಮಾರ್ ಗಳಿಸಿದರು. [38,1022,375,1254]
gowdagere-headline: ಗೌಡಗೆರೆ ಶ್ರೀ ದುರ್ಗಮ್ಮನ ಕಳಸೋತ್ಸವ [1157,1008,1456,1037]
rangoli-photo [38,866,373,1015]
gas-agency-photo [309,264,583,443]
column-divider [267,1791,268,2408]
lead-column-1 [38,261,301,572]
section-rule [33,1328,376,1330]
summer-column-2: ಛತ್ರಿ/ಟೋಪಿ, ಬೂಟುಗಳು ಅಥವಾ ಚಪ್ಪಲಿಗಳನ್ನು ಬಳಸಬೇಕು. ಹೊರಗೆ ಹೆಚ್ಚು ದೂರದ ಪ್ರಯಾಣವನ್ನು ರಾತ್ರಿ ವೇಳೆ ಕೈಗೊಳ್ಳುವುದು ಉತ್ತಮ. ಒಂದು ವೇಳೆ ಹಗಲು ವೇಳೆಯಲ್ಲಿ ಪ್ರಯಾಣ ಮಾಡುವ ಸಂದರ್ಭ ಬಂದರೆ, ಪ್ರಯಾಣ ಮಾಡುವಾಗ ಕುಡಿಯುವ ನೀರನ್ನು ಜೊತೆಯಲ್ಲಿ ಇಟ್ಟುಕೊಳ್ಳಬೇಕು. ನೀವು ಹೊರಗೆ ಕೆಲಸ ಮಾಡುತ್ತಿದ್ದರೆ ಟೋಪಿ ಅಥವಾ ಛತ್ರಿಯನ್ನು ಬಳಸಿ ಮತ್ತು ನಿಮ್ಮ ತಲೆ, ಕುತ್ತಿಗೆ, ಮುಖ ಮತ್ತು ಕೈಕಾಲುಗಳ ಮೇಲೆ ಒದ್ದೆಯಾದ ಬಟ್ಟೆಯನ್ನು ಸಹ ಬಳಸಿ. ಸಾಧ್ಯವಾದಷ್ಟು ಮನೆಯೊಳಗೆ ಇರಲು ಪ್ರಯತ್ನಿಸಿ. ಓ.ಆರ್.ಎಸ್. ಮನೆಯಲ್ಲಿ ತಯಾರಿಸಿದ ಪಾನೀಯಗಳಾದ ಲಸ್ಸಿ, ತೊರಾನಿ, ನಿಂಬೆ ನೀರು ಮಜ್ಜಿಗೆ ಇತ್ಯಾದಿಗಳನ್ನು ಬಳಸಿ. ಇದು ದೇಹವನ್ನು ಪುನಃ ತಂಪಾಗಿಸಲು ಸಹಾಯ ಮಾಡುತ್ತದೆ. ಪ್ರಾಣಿ/ಪಕ್ಷಿಗಳನ್ನು ನೆರಳಲ್ಲಿ ಇರಿಸಿ ಕುಡಿಯಲು ಸಾಕಷ್ಟು ನೀರನ್ನು ನೀಡಬೇಕು. ಫ್ಯಾನ್‌ಗಳು, ಒದ್ದೆಯಾದ ಬಟ್ಟೆಗಳನ್ನು ಬಳಸಿ, ತಣ್ಣನೆಯ ನೀರಿನಲ್ಲಿ ಸ್ನಾನ ಮಾಡಿ. ಕೆಲಸದ ಸ್ಥಳದ ಬಳಿ ತಂಪಾದ ಕುಡಿಯುವ ನೀರನ್ನು ಒದಗಿಸಿ. ಕೆಲಸಗಾರರಿಗೆ ನೇರ ಸೂರ್ಯನ ಬೆಳಕನ್ನು ತಪ್ಪಿಸಲು ಎಚ್ಚರಿಕೆ ನೀಡಿ. ಕೆಲಸಗಾರರಿಗೆ ನೆರಳಿನ ಕೆಲಸದ ಸ್ಥಳವನ್ನು ಒದಗಿಸಿ. ಗರ್ಭಿಣಿ ಮಹಿಳೆಯರು ಮತ್ತು ಅನಾರೋಗ್ಯದಲ್ಲಿರುವ ಕಾರ್ಮಿಕರಿಗೆ [271,1793,497,2201]
column-divider [750,1791,751,2408]
section-rule [33,809,376,810]
kerekunte-column-2: ಮಟ್ಟ ಕಡಿಮೆಯಾಗಿದ್ದು ಸಾವಿರ ಅಡಿಗಳಿಗೆ ಕೊರೆದರೂ ಸಹ ನೀರು ಸಿಗದಂತಹ ಸ್ಥಿತಿ ನಿರ್ಮಾಣವಾಗಿದೆ. ಇದನ್ನು ಅರಿತ ಶ್ರೀ ಕ್ಷೇತ್ರ ಧರ್ಮಸ್ಥಳದ ಧರ್ಮಾಧಿಕಾರಿ ಡಿ.ವೀರೇಂದ್ರ ಹೆಗ್ಗಡೆಯವರು ಗ್ರಾಮಗಳ ಕೆರೆಗಳನ್ನು ಪುನಶ್ಚೇತನಗೊಳಿಸುವ ಹೂಳೆತ್ತಿಸುವ ಕೆಲಸ ಮಾಡುತ್ತಿದ್ದಾರೆ ಎಂದರು. ಧರ್ಮಸ್ಥಳ ಗ್ರಾಮಾಭಿವೃದ್ಧಿ ಸಂಸ್ಥೆಯ ಶಿರಾ 2 ತಾಲೂಕು ಯೋಜನಾಧಿಕಾರಿ ರಮೇಶ್ ಎಸ್ ಮಾತನಾಡಿ ಬುಕ್ಕಾಪಟ್ಟಣ ಹೋಬಳಿಯ ರಂಗನಾಥಪುರ ಪುರಸಮ್ಮನ ಕೆರೆಯು ಪ್ರಮುಖ ಧಾರ್ಮಿಕ ಸ್ಥಳವಾಗಿದ್ದು ಸುತ್ತಮುತ್ತಲಿನ ಎಲ್ಲಾ ದೇವರುಗಳ ಗಂಗಾ ಸ್ನಾನಕ್ಕೆ ಪವಿತ್ರವಾದ ಸ್ಥಳವೆಂದು ಗುರುತಿಸಲಾಗಿದೆ. ಹಾಗಾಗಿ ಇಂತಹ ಧಾರ್ಮಿಕ ಸ್ಥಳವನ್ನು ಉಳಿಸಿಕೊಂಡು ಕೆರೆಯನ್ನು ಧರ್ಮಸ್ಥಳ ಗ್ರಾಮಾಭಿವೃದ್ಧಿ ಯೋಜನೆ ವತಿಯಿಂದ 18 ಲಕ್ಷ ಹಾಗೂ ಗ್ರಾಮಸ್ಥರ ಸಹಭಾಗಿತ್ವದಿಂದ 18 ಲಕ್ಷ ಒಟ್ಟಾರೆ 36 ಲಕ್ಷ [651,1029,879,1320]
issue-date: Date:15- 03-2026 Sunday [592,84,762,102]
summer-paragraph: ತುಮಕೂರು: ಭಾರತೀಯ ಹವಾಮಾನ ಇಲಾಖೆ ಹಾಗೂ ಕರ್ನಾಟಕ ರಾಜ್ಯ ನೈಸರ್ಗಿಕ ವಿಕೋಪ ಉಸ್ತುವಾರಿ ಕೇಂದ್ರದ ವರದಿಯಂತೆ ಬೇಸಿಗೆ ಕಾಲದ ತಾಪಮಾನದ ಅವಧಿಯಲ್ಲಿ ರಾಜ್ಯದ ಬಹುತೇಕ ಭಾಗಗಳಲ್ಲಿ ಗರಿಷ್ಠ ತಾಪಮಾನವು ಸಾಮಾನ್ಯಕ್ಕಿಂತ ಹೆಚ್ಚಾಗುವ ಸಾಧ್ಯತೆಯಿದ್ದು, ಇದರಿಂದ ಹೀಟ್ ವೇವ್ ಸ್ಟ್ರೋಕ್ (ಶಾಖದ ಅಲೆ) ಉಂಟಾಗಿ ಜನರ ಆರೋಗ್ಯದ ಮೇಲೆ ದುಷ್ಪರಿಣಾಮ ಬೀರುವ ಸಾಧ್ಯತೆ ಇರುತ್ತದೆ. ಆದ್ದರಿಂದ ಸಾರ್ವಜನಿಕರ ಹಿತದೃಷ್ಟಿಯಿಂದ ಜಿಲ್ಲಾ ವಿಪತ್ತು ನಿರ್ವಹಣಾ ಪ್ರಾಧಿಕಾರದ ವತಿಯಿಂದ ಈ ಕೆಳಕಂಡ ಸಲಹೆಗಳನ್ನು ನೀಡಿದೆ. [38,1793,262,2005]
fuel-column-4: ಬಳಕೆಗಾಗಿ ಆಸ್ಪತ್ರೆ, ಶಿಕ್ಷಣ ಸಂಸ್ಥೆಗಳಿಗೆ ಸರಬರಾಜಿಗೆ ಆದ್ಯತೆ ನೀಡಲಾಗಿರುತ್ತದೆ. ರೆಸ್ಟೋರೆಂಟ್, ಹೋಟೆಲ್ ಮತ್ತು ಇತರೆ ಕೈಗಾರಿಕೆಗಳಿಗೆ ಎಲ್.ಪಿ.ಜಿ. ನೀಡುವ ಬಗ್ಗೆ ತೈಲ ಕಂಪನಿಗಳ ಅಧಿಕಾರಿಗಳ ಸಮಿತಿಯ ಸಮಾಲೋಚನೆ ಮೂಲಕ ನಿರ್ಧಾರ ಕೈಗೊಳ್ಳಲಾಗುವುದು. ಗೃಹೋಪಯೋಗಿ ಅನಿಲ ಸಿಲಿಂಡರ್‌ಗಳನ್ನು ವಾಣಿಜ್ಯ ಬಳಕೆಗಾಗಿ ಮಾರಾಟ ಮಾಡುವುದು ಕಂಡು ಬಂದಲ್ಲಿ ಅಗತ್ಯ ವಸ್ತುಗಳ ಕಾಯ್ದೆ 1955 ರ ಪ್ರಕಾರ ದಾಖಲಿಸಲಾಗುವುದು ಎಂದು ಅವರು ತಿಳಿಸಿದ್ದಾರೆ. [1132,1473,1480,1708]
lead-paragraph: ಕೊರಟಗೆರೆ ಸಂಜೀವಿನಿ ಇಂಡೇನ್ ಗ್ರಾಮೀಣ ವಿತರಕ್‌ನ ಎಲ್‌ಪಿಜಿ ಗೃಹ ಬಳಕೆ ಮತ್ತು ಉಜ್ವಲ್ ಯೋಜನೆ ಬಳಕೆದಾರರು 16 ಸಾವಿರಕ್ಕೂ ಹೆಚ್ಚು, ಕಮರ್ಷಿಯಲ್ 170ಕ್ಕೂ ಹೆಚ್ಚು, ಆಸ್ಪತ್ರೆಯಂತಹ [587,642,845,717]
kalasotsava-photo [1134,1048,1479,1185]
column-divider [1235,1791,1236,2408]
section-rule [33,1713,1480,1715]
natak-paragraph: ಅರ್ಜಿ ನಮೂನೆಯನ್ನು ಕನ್ನಡ ಸಂಸ್ಕೃತಿ ಇಲಾಖೆಯ ವೆಬ್ ಸೈಟ್ kannadasiri.karnataka.gov.in ನಲ್ಲಿ ಪಡೆಯಬಹುದು. [1134,551,1480,587]
column-divider [304,261,306,804]
column-divider [1128,113,1129,1017]
lead-paragraph: ಗೃಹಬಳಕೆಯ ಸಿಲಿಂಡರ್‌ಗಳ ಸಮಸ್ಯೆಯಲ್ಲ ಎನ್ನುವ ಮೂಲಕ ರಾಜ್ಯದ ಜನರಿಗೆ ಕೊಂಚ ಸಮಾಧಾನ ನೀಡಿದ್ದು, ಗೃಹಬಳಕೆ ದಾರರಿಗೆ ಅಡುಗೆ ಅನಿಲ ಪಡೆಯಲು ಸರ್ವರ್ ಸಮಸ್ಯೆ ಕಾಡುತ್ತಿರುವುದು ಒಂದೆಡೆಯಾದರೆ ಜಿಲ್ಲೆಯಲ್ಲಿ [38,402,301,477]
column-divider [501,1791,503,2408]
natak-kicker: ವಚನ ಕಲ್ಯಾಣ ಅಹೋರಾತ್ರಿ 9 ಗಂಟೆಗಳ ನಾಟಕ: [1132,122,1402,142]
column-divider [646,856,648,1467]
kerekunte-column-3: ರೂಪಾಯಿಗಳಲ್ಲಿ ಅಭಿವೃದ್ಧಿಪಡಿಸುವ ಕೆಲಸ ಮಾಡಲಾಗಿದೆ. ಗ್ರಾಮಸ್ಥರು ಇದರ ಸದುಪಯೋಗ ಪಡೆದುಕೊಳ್ಳಬೇಕು ಹಾಗೂ ಕೆರೆಯನ್ನು ಹಾಳಾಗದಂತೆ ಮಲಿನಗೊಳಿಸದಂತೆ ಎಚ್ಚರವಹಿಸಬೇಕು ಎಂದು ಮನವಿ ಮಾಡಿಕೊಂಡರು. ಕಾರ್ಯಕ್ರಮದಲ್ಲಿ ಕೃಷಿ ಅಧಿಕಾರಿ ಶ್ರೀಶ ಆಚಾರ್ಯ, ಬುಕ್ಕಾಪಟ್ಟಣ ವಲಯ ಮೇಲ್ವಿಚಾರಕ ನರೇಶ್, ಶಿರಾ ವಲಯ ಮೇಲ್ವಿಚಾರಕ ಇಂದಿರಾ, ಗ್ರಾಮದ ಮುಖಂಡರು ನಿವೃತ್ತ ಶಿಕ್ಷಕ ಪವನ್ ಕುಮಾರ್ ಹೊಸಳ್ಳಿ ದೇವಿ, ಗ್ರಾಮ ಪಂಚಾಯಿತಿ ಪಿಡಿಓ ಕರಿಸಿದ್ದ ಹನುಮಪ್ಪ ಮೇಲಿನಕ್ಕು, ಕೆರೆ ಸಮಿತಿ ಅಧ್ಯಕ್ಷ ರಂಗನಾಥಪುರ ಸೇವಾ ಪ್ರತಿನಿಧಿಗಳಾದ ನಾಗರಾಜು, ಲತಾ, ಕೆರೆ ಸಮಿತಿ ಪದಾಧಿಕಾರಿಗಳಾದ ರಾಂಚಿಕುಮಾರ್, ಕುಮಾರ್ ನಾಯ್ಕ, ರಾಜಣ್ಣ ಸೇರಿದಂತೆ ಗ್ರಾಮಸ್ಥರು, ಸ್ವಸಹಾಯ ಸಂಘದ ಸದಸ್ಯರು, ಸಾರ್ವಜನಿಕರು ಭಾಗವಹಿಸಿದ್ದರು. [887,1029,1123,1301]
newspaper-tagline: ಕನ್ನಡ ದಿನಪತ್ರಿಕೆ [184,84,256,101]
lead-headline: ಗೃಹ ಬಳಕೆಗೂ ಇಲ್ಲ, ಕಮರ್ಷಿಯಲ್‌ಗೂ ಸಿಲಿಂಡರ್ ಇಲ್ಲ [147,182,1013,237]
natak-body [1134,230,1480,999]
masthead-rule [33,107,1480,109]
lead-column-3 [587,450,845,804]
lead-quote-box-2: ಗ್ರಾಹಕರು ಮೊದಲಿನಂತೆ ಬುಕ್ಕಿಂಗ್ ಮಾಡಿ ಅಡುಗೆ ಅನಿಲ ಪಡೆಯಬಹುದು, ಗ್ರಾಹಕರು ತುಂಬಾ ಗಾಬರಿಯಿಂದ ಅವಶ್ಯಕತೆ ಇಲ್ಲದಿದ್ದರೂ ಬುಕ್ ಮಾಡುತ್ತಿದ್ದಾರೆ, ಇದರಿಂದ ಅವಶ್ಯಕತೆ ಇರುವವರಿಗೆ ತೊಂದರೆಯಾಗುತ್ತಿದೆ. ಸಿಲಿಂಡರ್ ಸಮಸ್ಯೆ ಇಲ್ಲ. ಒಂದು ದಿನ ಸ್ಟಾಕ್ ಬಂದರೆ ಮತ್ತೊಂದು ದಿನ ಬರ್ತಿಲ್ಲ ಅಷ್ಟೇ. ಸ್ವಲ್ಪ ದಿನಗಳ ಕಾಲ ಎಲ್ಲವೂ ಸರಿ ಹೋಗುತ್ತದೆ ಗ್ರಾಹಕರು ಎಂದಿನಂತೆ ಸಹಕರಿಸಬೇಕು. - ನಾಗೇಂದ್ರಪ್ಪಾ, ಮಾಲೀಕ ಇಂಡೇನ್ ಗ್ಯಾಸ್ ಏಜೆನ್ಸಿ, ಕೊರಟಗೆರೆ. [853,261,1124,514]
summer-column-4 [754,1791,989,2408]
